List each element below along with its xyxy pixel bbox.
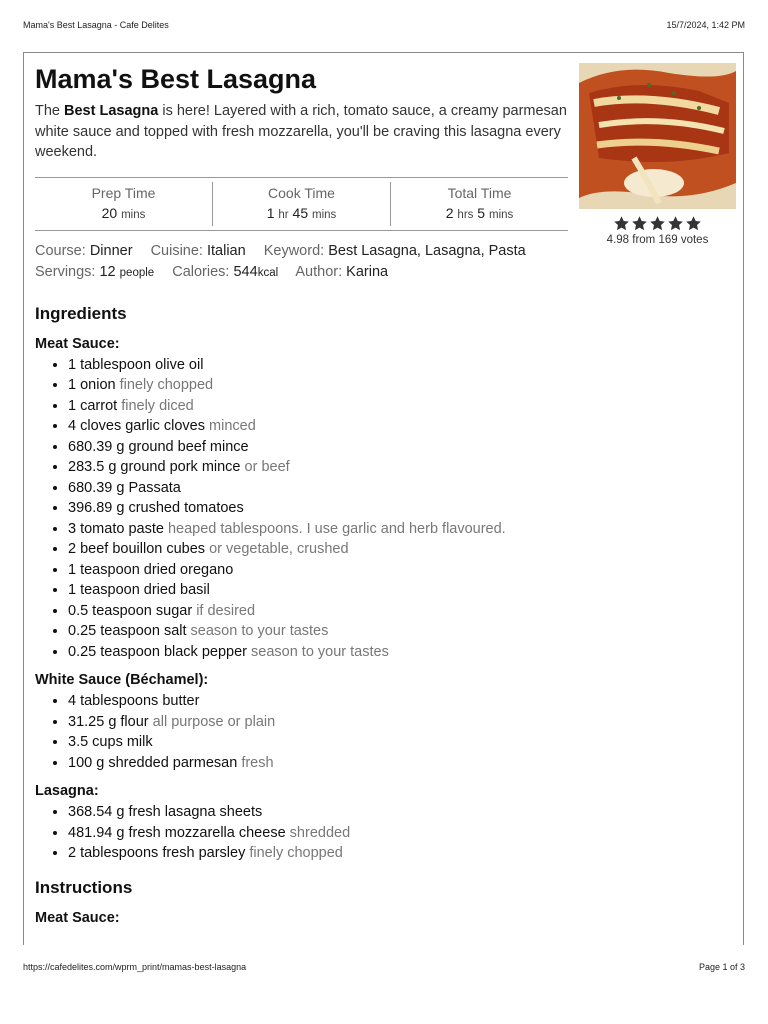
time-value	[35, 202, 212, 226]
ingredient-item	[68, 416, 568, 437]
recipe-main	[35, 63, 568, 927]
ingredient-note: all purpose or plain	[152, 713, 276, 730]
ingredient-text: 0.25 teaspoon black pepper	[68, 643, 247, 660]
print-datetime: 15/7/2024, 1:42 PM	[666, 20, 745, 30]
time-unit: mins	[312, 208, 337, 221]
time-label: Prep Time	[91, 184, 156, 201]
ingredient-item	[68, 355, 568, 376]
ingredient-text: 680.39 g Passata	[68, 479, 181, 496]
meta-row-1	[35, 241, 568, 262]
print-doc-title: Mama's Best Lasagna - Cafe Delites	[23, 20, 169, 30]
recipe-title: Mama's Best Lasagna	[35, 64, 317, 94]
rating-stars	[579, 215, 736, 232]
ingredient-groups	[35, 335, 568, 864]
ingredient-item	[68, 560, 568, 581]
ingredient-text: 4 tablespoons butter	[68, 693, 200, 709]
ingredient-item	[68, 802, 568, 823]
recipe-card	[23, 52, 744, 945]
time-unit: hr	[278, 208, 289, 221]
ingredient-note: heaped tablespoons. I use garlic and herb flavoured.	[167, 520, 506, 537]
ingredient-note: shredded	[289, 824, 351, 841]
ingredient-item	[68, 375, 568, 396]
ingredient-text: 1 teaspoon dried basil	[68, 582, 210, 598]
ingredient-item	[68, 753, 568, 774]
instructions-section	[35, 878, 568, 927]
ingredient-group-heading: Lasagna:	[35, 783, 99, 799]
author-label: Author:	[295, 263, 343, 280]
ingredient-item	[68, 621, 568, 642]
time-value	[213, 202, 390, 226]
time-number: 20	[101, 204, 118, 221]
ingredient-text: 100 g shredded parmesan	[68, 754, 238, 771]
ingredients-heading: Ingredients	[35, 303, 127, 323]
ingredient-item	[68, 642, 568, 663]
ingredient-item	[68, 601, 568, 622]
ingredient-list	[35, 691, 568, 773]
ingredient-group	[35, 782, 568, 864]
ingredient-text: 396.89 g crushed tomatoes	[68, 500, 244, 516]
lasagna-photo	[579, 63, 736, 209]
ingredient-item	[68, 580, 568, 601]
rating-votes: 4.98 from 169 votes	[606, 234, 709, 246]
time-unit: mins	[488, 208, 514, 221]
time-total-time	[390, 182, 568, 226]
keyword-label: Keyword:	[263, 242, 325, 259]
time-label: Total Time	[447, 184, 512, 201]
ingredient-note: finely chopped	[119, 377, 214, 393]
ingredient-note: fresh	[241, 754, 274, 771]
star-icon	[685, 215, 702, 232]
star-icon	[649, 215, 666, 232]
meta-row-2	[35, 262, 568, 284]
ingredient-item	[68, 539, 568, 560]
ingredient-list	[35, 802, 568, 864]
recipe-times	[35, 177, 568, 231]
ingredient-text: 2 beef bouillon cubes	[68, 541, 206, 557]
ingredient-group	[35, 671, 568, 773]
ingredient-item	[68, 437, 568, 458]
ingredient-item	[68, 823, 568, 844]
ingredient-item	[68, 519, 568, 540]
summary-text-end: is here! Layered with a rich, tomato sauce, a creamy parmesan white sauce and topped with fresh mozzarella, you'll be craving this lasagna every weekend.	[35, 103, 567, 160]
ingredient-text: 0.25 teaspoon salt	[68, 623, 187, 639]
ingredient-list	[35, 355, 568, 663]
servings-unit: people	[119, 266, 155, 279]
servings-label: Servings:	[35, 263, 96, 280]
ingredient-text: 1 teaspoon dried oregano	[68, 561, 234, 578]
time-prep-time	[35, 178, 212, 230]
course-value: Dinner	[89, 242, 133, 259]
ingredient-group	[35, 335, 568, 663]
time-value	[391, 202, 568, 226]
ingredient-note: minced	[209, 418, 256, 434]
ingredient-note: season to your tastes	[251, 643, 389, 660]
instructions-heading: Instructions	[35, 877, 133, 897]
course-label: Course:	[35, 242, 86, 259]
ingredient-item	[68, 478, 568, 499]
time-number: 2	[445, 204, 454, 221]
ingredient-note: season to your tastes	[190, 623, 329, 639]
ingredient-item	[68, 732, 568, 753]
print-footer	[23, 962, 745, 972]
time-number: 1	[266, 204, 275, 221]
ingredient-item	[68, 498, 568, 519]
ingredient-group-heading: Meat Sauce:	[35, 335, 120, 352]
star-icon	[667, 215, 684, 232]
ingredient-group-heading: White Sauce (Béchamel):	[35, 672, 209, 688]
ingredient-text: 2 tablespoons fresh parsley	[68, 845, 246, 861]
star-icon	[631, 215, 648, 232]
recipe-side	[579, 63, 736, 246]
ingredient-note: finely chopped	[249, 845, 343, 861]
calories-label: Calories:	[172, 263, 230, 280]
recipe-summary	[35, 101, 568, 163]
print-url: https://cafedelites.com/wprm_print/mamas-best-lasagna	[23, 962, 247, 972]
ingredient-text: 481.94 g fresh mozzarella cheese	[68, 824, 286, 841]
ingredient-text: 283.5 g ground pork mince	[68, 459, 241, 475]
ingredient-text: 1 tablespoon olive oil	[68, 356, 204, 373]
time-cook-time	[212, 182, 390, 226]
servings-value: 12	[99, 263, 116, 280]
ingredient-item	[68, 396, 568, 417]
ingredient-text: 680.39 g ground beef mince	[68, 438, 249, 455]
ingredient-item	[68, 457, 568, 478]
summary-bold: Best Lasagna	[64, 103, 159, 119]
cuisine-label: Cuisine:	[150, 242, 203, 259]
calories-value: 544	[233, 263, 258, 280]
keyword-value: Best Lasagna, Lasagna, Pasta	[328, 242, 526, 259]
recipe-meta	[35, 241, 568, 284]
ingredient-note: or beef	[244, 459, 290, 475]
cuisine-value: Italian	[206, 242, 246, 259]
ingredient-text: 1 onion	[68, 377, 116, 393]
ingredients-section	[35, 304, 568, 864]
ingredient-text: 0.5 teaspoon sugar	[68, 602, 193, 619]
ingredient-note: if desired	[196, 602, 256, 619]
instructions-group-heading: Meat Sauce:	[35, 909, 120, 926]
ingredient-text: 3 tomato paste	[68, 520, 164, 537]
time-unit: mins	[121, 208, 146, 221]
ingredient-text: 31.25 g flour	[68, 713, 149, 730]
print-header	[23, 20, 745, 30]
print-page-number: Page 1 of 3	[698, 962, 745, 972]
time-unit: hrs	[457, 208, 474, 221]
time-number: 45	[292, 204, 309, 221]
calories-unit: kcal	[257, 266, 279, 279]
ingredient-text: 4 cloves garlic cloves	[68, 418, 205, 434]
ingredient-text: 368.54 g fresh lasagna sheets	[68, 804, 263, 820]
star-icon	[613, 215, 630, 232]
ingredient-note: or vegetable, crushed	[209, 541, 349, 557]
time-label: Cook Time	[268, 184, 335, 201]
summary-text-start: The	[35, 103, 65, 119]
ingredient-item	[68, 691, 568, 712]
time-number: 5	[477, 204, 486, 221]
ingredient-item	[68, 843, 568, 864]
ingredient-text: 1 carrot	[68, 397, 118, 414]
author-value: Karina	[346, 263, 389, 280]
lasagna-photo-art	[579, 63, 736, 209]
ingredient-text: 3.5 cups milk	[68, 734, 153, 750]
ingredient-note: finely diced	[121, 397, 194, 414]
ingredient-item	[68, 712, 568, 733]
